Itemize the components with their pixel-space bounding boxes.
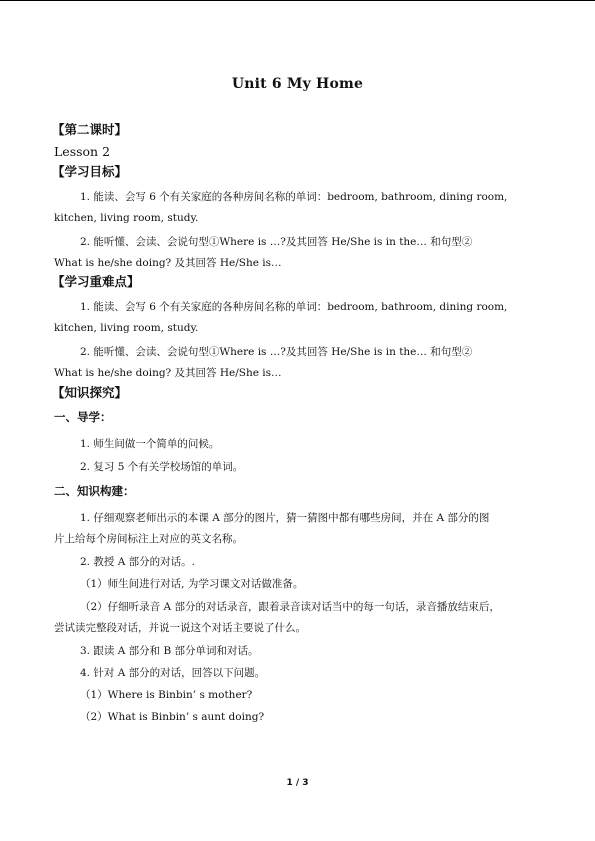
guide-heading: 一、导学： [54,410,112,424]
lesson-label: Lesson 2 [54,144,111,159]
key-points-item-2-line-2: What is he/she doing? 及其回答 He/She is… [54,367,282,379]
lesson-period-heading: 【第二课时】 [52,122,128,137]
key-points-item-1-line-2: kitchen, living room, study. [54,322,199,334]
objectives-item-2-line-2: What is he/she doing? 及其回答 He/She is… [54,257,282,269]
page-number: 1 / 3 [286,778,309,788]
build-item-1-line-1: 1. 仔细观察老师出示的本课 A 部分的图片，猜一猜图中都有哪些房间，并在 A 部分的图 [80,512,490,524]
guide-item-2: 2. 复习 5 个有关学校场馆的单词。 [80,461,244,473]
key-points-heading: 【学习重难点】 [52,274,140,289]
question-1: （1）Where is Binbin’ s mother? [80,689,253,701]
build-item-2-sub-1: （1）师生间进行对话, 为学习课文对话做准备。 [80,578,304,590]
build-item-2-sub-2-line-2: 尝试读完整段对话，并说一说这个对话主要说了什么。 [54,622,306,634]
build-item-1-line-2: 片上给每个房间标注上对应的英文名称。 [54,533,243,545]
key-points-item-1-line-1: 1. 能读、会写 6 个有关家庭的各种房间名称的单词：bedroom, bathroom, dining room, [80,301,508,313]
objectives-item-1-line-2: kitchen, living room, study. [54,212,199,224]
build-heading: 二、知识构建： [54,484,135,498]
objectives-heading: 【学习目标】 [52,164,128,179]
exploration-heading: 【知识探究】 [52,385,128,400]
build-item-3: 3. 跟读 A 部分和 B 部分单词和对话。 [80,645,259,657]
key-points-item-2-line-1: 2. 能听懂、会读、会说句型①Where is …?及其回答 He/She is in the… 和句型② [80,346,473,358]
document-title: Unit 6 My Home [231,76,364,92]
objectives-item-1-line-1: 1. 能读、会写 6 个有关家庭的各种房间名称的单词：bedroom, bathroom, dining room, [80,191,508,203]
objectives-item-2-line-1: 2. 能听懂、会读、会说句型①Where is …?及其回答 He/She is in the… 和句型② [80,236,473,248]
build-item-4: 4. 针对 A 部分的对话，回答以下问题。 [80,667,266,679]
question-2: （2）What is Binbin’ s aunt doing? [80,711,265,723]
build-item-2: 2. 教授 A 部分的对话。. [80,556,195,568]
guide-item-1: 1. 师生间做一个简单的问候。 [80,438,220,450]
build-item-2-sub-2-line-1: （2）仔细听录音 A 部分的对话录音，跟着录音读对话当中的每一句话，录音播放结束后， [80,601,500,613]
